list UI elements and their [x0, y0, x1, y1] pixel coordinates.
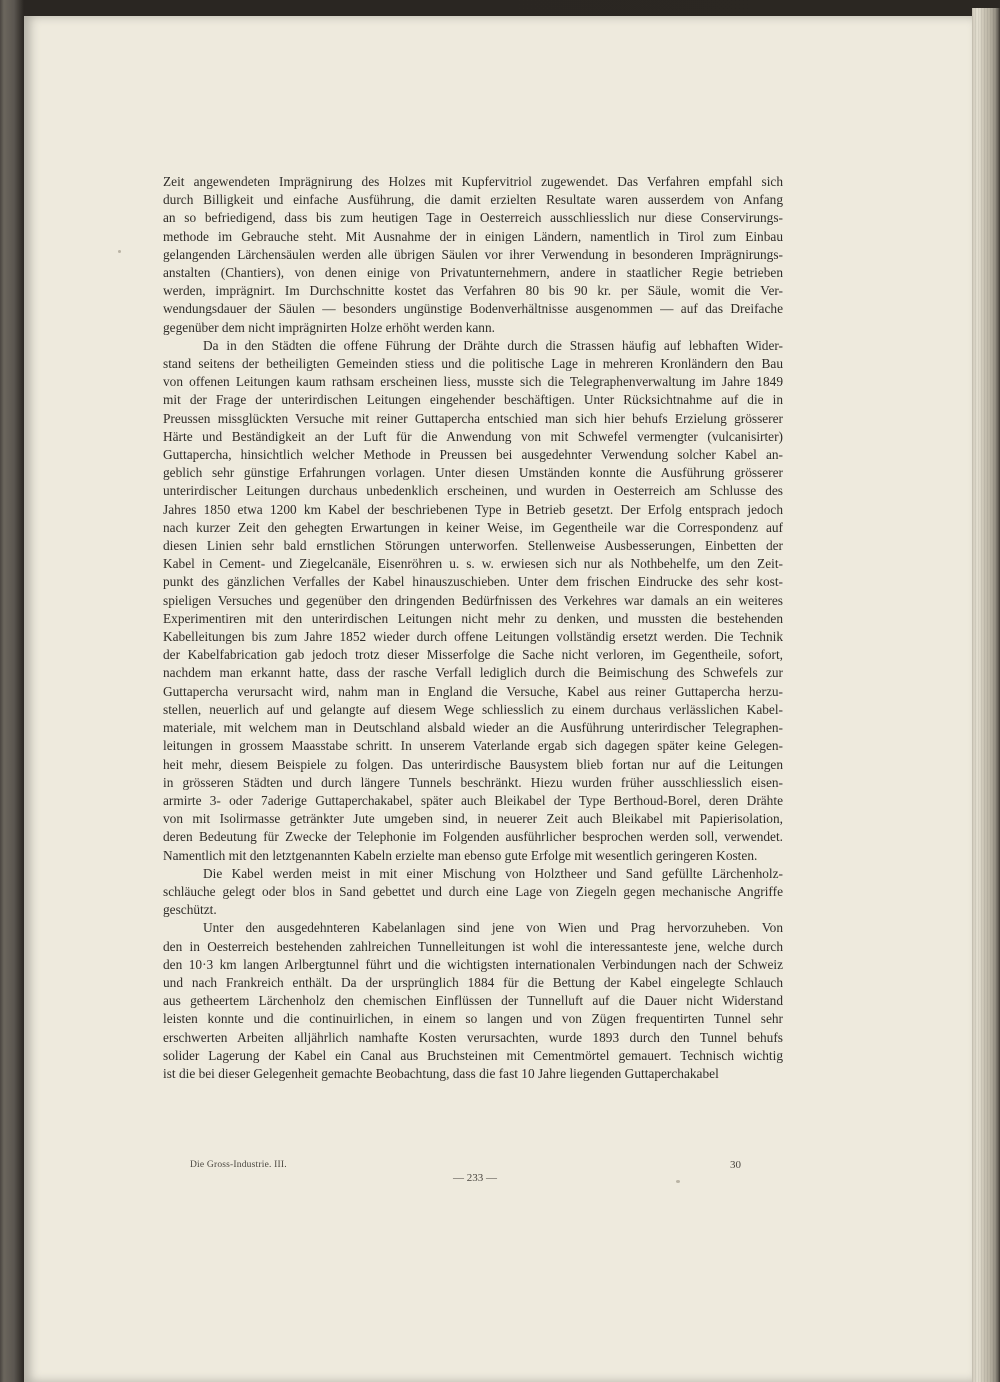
text-line: erschwerten Arbeiten alljährlich namhafte Kosten verursachten, wurde 1893 durch den Tunnel behufs: [163, 1029, 783, 1045]
text-line: spieligen Versuches und gegenüber den dringenden Bedürfnissen des Verkehres war damals an ein weiteres: [163, 592, 783, 608]
text-line: stand seitens der betheiligten Gemeinden stiess und die politische Lage in mehreren Kronländern den Bau: [163, 356, 783, 372]
footer-sheet-number: 30: [730, 1159, 741, 1171]
text-line: Experimentiren mit den unterirdischen Leitungen nicht mehr zu denken, und mussten die bestehenden: [163, 610, 783, 626]
text-line: schläuche gelegt oder blos in Sand gebettet und durch eine Lage von Ziegeln gegen mechanische Angriffe: [163, 883, 783, 899]
paper-spot: [118, 250, 121, 253]
text-line: punkt des gänzlichen Verfalles der Kabel hinauszuschieben. Unter dem frischen Eindrucke des sehr kost-: [163, 574, 783, 590]
text-line: Zeit angewendeten Imprägnirung des Holzes mit Kupfervitriol zugewendet. Das Verfahren empfahl sich: [163, 174, 783, 189]
text-line: solider Lagerung der Kabel ein Canal aus Bruchsteinen mit Cementmörtel gemauert. Technisch wichtig: [163, 1047, 783, 1063]
text-line: Kabel in Cement- und Ziegelcanäle, Eisenröhren u. s. w. erwiesen sich nur als Nothbehelfe, um den Zeit-: [163, 556, 783, 572]
text-line: armirte 3- oder 7aderige Guttaperchakabel, später auch Bleikabel der Type Berthoud-Borel, deren Drähte: [163, 792, 783, 808]
text-line: Die Kabel werden meist in mit einer Mischung von Holztheer und Sand gefüllte Lärchenholz-: [203, 865, 783, 881]
paragraph: [163, 865, 783, 920]
text-line: ist die bei dieser Gelegenheit gemachte Beobachtung, dass die fast 10 Jahre liegenden Guttaperchakabel: [163, 1065, 719, 1081]
text-line: leitungen in grossem Maasstabe schritt. In unserem Vaterlande ergab sich dagegen später keine Gelegen-: [163, 738, 783, 754]
text-line: nach kurzer Zeit den gehegten Erwartungen in keiner Weise, im Gegentheile war die Correspondenz auf: [163, 519, 783, 535]
page-stack-edge: [972, 8, 1000, 1382]
text-line: in grösseren Städten und durch längere Tunnels beschränkt. Hiezu wurden früher ausschliesslich eisen-: [163, 774, 783, 790]
text-line: leisten konnte und die continuirlichen, in einem so langen und von Zügen frequentirten Tunnel sehr: [163, 1011, 783, 1027]
paragraph: [163, 173, 783, 337]
page-number: — 233 —: [453, 1172, 497, 1184]
text-line: von offenen Leitungen kaum rathsam erscheinen liess, musste sich die Telegraphenverwaltung im Jahre 1849: [163, 374, 783, 390]
text-line: deren Bedeutung für Zwecke der Telephonie im Folgenden ausführlicher besprochen werden soll, verwendet.: [163, 829, 783, 845]
text-line: aus getheertem Lärchenholz den chemischen Einflüssen der Tunnelluft auf die Dauer nicht Widerstand: [163, 993, 783, 1009]
text-line: und nach Frankreich enthält. Da der ursprünglich 1884 für die Bettung der Kabel eingelegte Schlauch: [163, 974, 783, 990]
paragraph: [163, 919, 783, 1083]
text-line: anstalten (Chantiers), von denen einige von Privatunternehmern, andere in staatlicher Regie betrieben: [163, 265, 783, 281]
text-line: geschützt.: [163, 902, 217, 918]
text-line: heit mehr, diesem Beispiele zu folgen. Das unterirdische Bausystem blieb fortan nur auf die Leitungen: [163, 756, 783, 772]
footer-signature: Die Gross-Industrie. III.: [190, 1160, 287, 1170]
text-line: geblich sehr günstige Erfahrungen vorlagen. Unter diesen Umständen konnte die Ausführung grösserer: [163, 465, 783, 481]
text-line: diesen Linien sehr bald ernstlichen Störungen unterworfen. Stellenweise Ausbesserungen, Einbetten der: [163, 538, 783, 554]
text-line: wendungsdauer der Säulen — besonders ungünstige Bodenverhältnisse ausgenommen — auf das Dreifache: [163, 301, 783, 317]
text-line: unterirdischer Leitungen durchaus unbedenklich erscheinen, und wurden in Oesterreich am Schlusse des: [163, 483, 783, 499]
paper-spot: [290, 291, 293, 294]
text-line: Härte und Beständigkeit an der Luft für die Anwendung von mit Schwefel vermengter (vulcanisirter): [163, 428, 783, 444]
text-line: werden, imprägnirt. Im Durchschnitte kostet das Verfahren 80 bis 90 kr. per Säule, womit die Ver-: [163, 283, 783, 299]
paragraph: [163, 337, 783, 865]
text-line: den 10·3 km langen Arlbergtunnel führt und die wichtigsten internationalen Verbindungen nach der Schweiz: [163, 956, 783, 972]
text-line: der Kabelfabrication gab jedoch trotz dieser Misserfolge die Sache nicht verloren, im Gegentheile, sofort,: [163, 647, 783, 663]
text-line: Kabelleitungen bis zum Jahre 1852 wieder durch offene Leitungen vollständig ersetzt werden. Die Technik: [163, 629, 783, 645]
text-line: mit der Frage der unterirdischen Leitungen eingehender beschäftigen. Unter Rücksichtnahme auf die in: [163, 392, 783, 408]
text-line: stellen, neuerlich auf und gelangte auf diesem Wege schliesslich zu einem durchaus verlässlichen Kabel-: [163, 701, 783, 717]
text-line: materiale, mit welchem man in Deutschland alsbald wieder an die Ausführung unterirdischer Telegraphen-: [163, 720, 783, 736]
text-line: gegenüber dem nicht imprägnirten Holze erhöht werden kann.: [163, 319, 495, 335]
text-line: Namentlich mit den letztgenannten Kabeln erzielte man ebenso gute Erfolge mit wesentlich geringeren Kosten.: [163, 847, 758, 863]
text-line: Guttapercha verursacht wird, nahm man in England die Versuche, Kabel aus reiner Guttapercha herzu-: [163, 683, 783, 699]
text-line: methode im Gebrauche steht. Mit Ausnahme der in einigen Ländern, namentlich in Tirol zum Einbau: [163, 228, 783, 244]
text-line: an so befriedigend, dass bis zum heutigen Tage in Oesterreich ausschliesslich nur diese Conservirungs-: [163, 210, 783, 226]
text-line: nachdem man erkannt hatte, dass der rasche Verfall lediglich durch die Beimischung des Schwefels zur: [163, 665, 783, 681]
text-line: Unter den ausgedehnteren Kabelanlagen sind jene von Wien und Prag hervorzuheben. Von: [203, 920, 783, 936]
text-line: Da in den Städten die offene Führung der Drähte durch die Strassen häufig auf lebhaften Wider-: [203, 337, 783, 353]
text-line: gelangenden Lärchensäulen werden alle übrigen Säulen vor ihrer Verwendung in besonderen Imprägnirungs-: [163, 246, 783, 262]
text-line: Preussen missglückten Versuche mit reiner Guttapercha entschied man sich hier behufs Erzielung grösserer: [163, 410, 783, 426]
text-line: Guttapercha, hinsichtlich welcher Methode in Preussen bei ausgedehnter Verwendung solcher Kabel an-: [163, 447, 783, 463]
body-text: [163, 173, 783, 1083]
text-line: von mit Isolirmasse getränkter Jute umgeben sind, in neuerer Zeit auch Bleikabel mit Papierisolation,: [163, 811, 783, 827]
text-line: durch Billigkeit und einfache Ausführung, die damit erzielten Resultate waren ausserdem von Anfang: [163, 192, 783, 208]
text-line: Jahres 1850 etwa 1200 km Kabel der beschriebenen Type in Betrieb gesetzt. Der Erfolg entsprach jedoch: [163, 501, 783, 517]
paper-spot: [676, 1180, 680, 1183]
text-line: den in Oesterreich bestehenden zahlreichen Tunnelleitungen ist wohl die interessanteste jene, welche durch: [163, 938, 783, 954]
